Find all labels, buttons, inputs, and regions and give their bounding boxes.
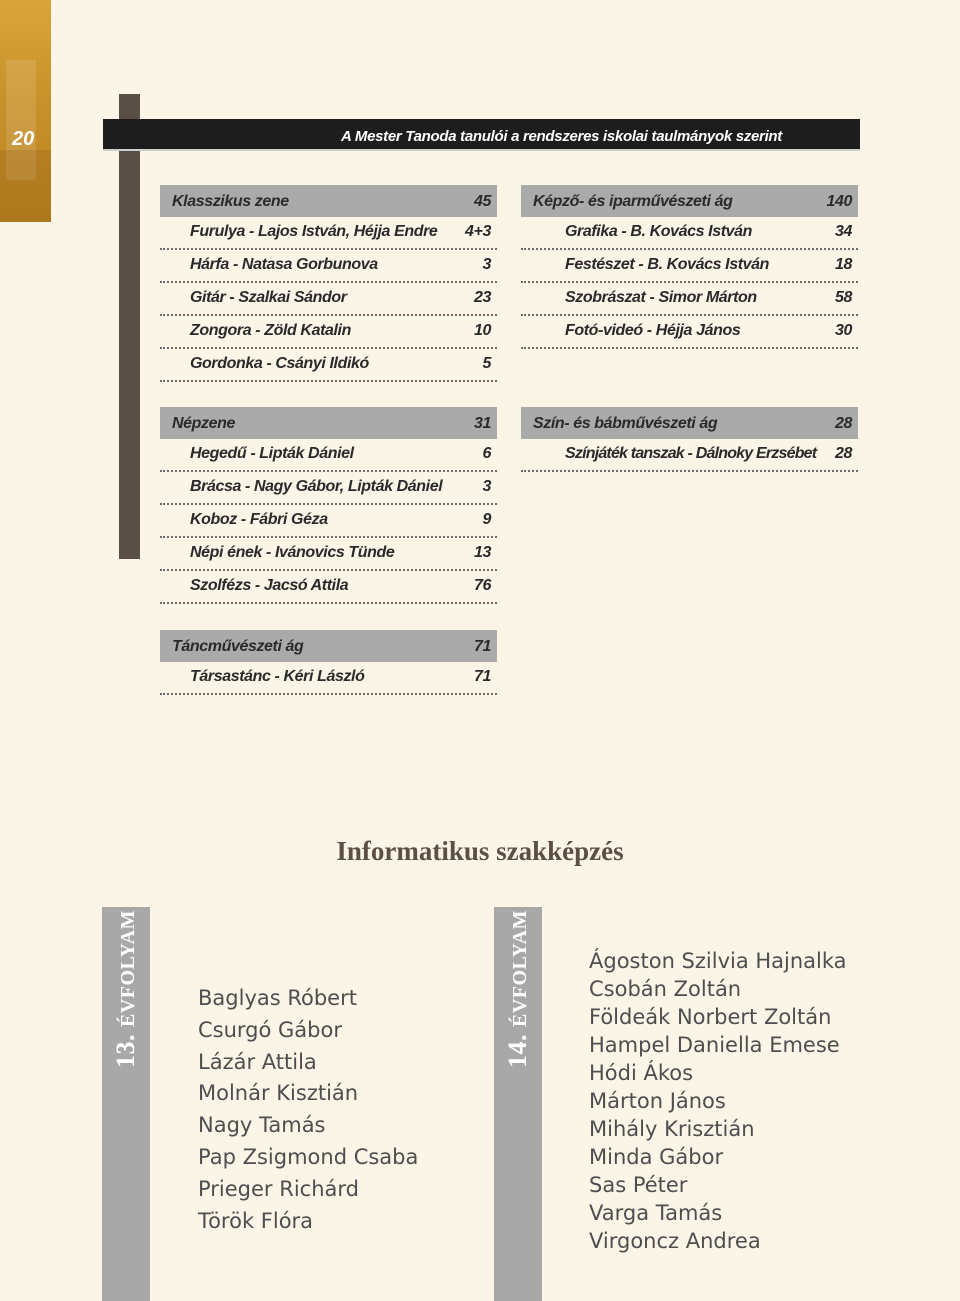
list-item [160,571,497,604]
item-count: 71 [474,668,491,685]
grade-14-bar [494,907,542,1301]
list-item [160,662,497,695]
item-count: 30 [835,322,852,339]
category-row [160,185,497,217]
item-count: 28 [835,445,852,462]
item-name: Fotó-videó - Héjja János [565,322,741,339]
student-name: Virgoncz Andrea [589,1229,761,1253]
section-classical [160,185,497,382]
item-name: Társastánc - Kéri László [190,668,365,685]
category-name: Szín- és bábművészeti ág [533,415,718,432]
category-row [160,630,497,662]
grade-word: ÉVFOLYAM [509,910,531,1027]
grade-number: 14. [503,1034,532,1068]
item-name: Grafika - B. Kovács István [565,223,753,240]
student-name: Márton János [589,1089,726,1113]
list-item [521,283,858,316]
grade-number: 13. [111,1034,140,1068]
side-bar [119,94,140,559]
student-name: Molnár Kisztián [198,1081,359,1106]
student-name: Mihály Krisztián [589,1117,755,1141]
corner-photo [0,0,51,222]
category-row [521,185,858,217]
category-name: Népzene [172,415,235,432]
student-name: Minda Gábor [589,1145,724,1169]
student-name: Prieger Richárd [198,1176,359,1201]
item-count: 13 [474,544,491,561]
list-item [521,217,858,250]
item-count: 9 [482,511,491,528]
list-item [160,472,497,505]
list-item [160,439,497,472]
student-name: Hódi Ákos [589,1061,694,1085]
header-title: A Mester Tanoda tanulói a rendszeres iskolai taulmányok szerint [341,128,782,145]
item-name: Festészet - B. Kovács István [565,256,769,273]
item-name: Zongora - Zöld Katalin [190,322,351,339]
section-theatre [521,407,858,472]
item-name: Gordonka - Csányi Ildikó [190,355,369,372]
item-name: Koboz - Fábri Géza [190,511,328,528]
category-row [160,407,497,439]
student-name: Sas Péter [589,1173,688,1197]
list-item [160,283,497,316]
section-dance [160,630,497,695]
list-item [160,250,497,283]
item-name: Brácsa - Nagy Gábor, Lipták Dániel [190,478,443,495]
item-count: 34 [835,223,852,240]
list-item [160,316,497,349]
category-total: 28 [835,415,852,432]
student-name: Csobán Zoltán [589,977,742,1001]
section-fine-arts [521,185,858,349]
student-name: Török Flóra [198,1208,314,1233]
list-item [521,439,858,472]
list-item [521,250,858,283]
item-count: 6 [482,445,491,462]
category-total: 45 [474,193,491,210]
student-name: Földeák Norbert Zoltán [589,1005,832,1029]
item-name: Szolfézs - Jacsó Attila [190,577,349,594]
student-name: Varga Tamás [589,1201,723,1225]
item-name: Furulya - Lajos István, Héjja Endre [190,223,438,240]
item-count: 18 [835,256,852,273]
grade-13-label [111,910,141,1068]
grade-14-student-list [589,947,847,1255]
item-count: 76 [474,577,491,594]
list-item [160,538,497,571]
grade-word: ÉVFOLYAM [117,910,139,1027]
item-count: 5 [482,355,491,372]
category-name: Képző- és iparművészeti ág [533,193,733,210]
grade-13-bar [102,907,150,1301]
item-count: 3 [482,478,491,495]
header-bar [103,119,860,149]
student-name: Lázár Attila [198,1049,317,1074]
item-count: 3 [482,256,491,273]
student-name: Hampel Daniella Emese [589,1033,840,1057]
item-count: 4+3 [465,223,491,240]
category-name: Klasszikus zene [172,193,289,210]
student-name: Nagy Tamás [198,1113,326,1138]
category-name: Táncművészeti ág [172,638,304,655]
item-name: Hárfa - Natasa Gorbunova [190,256,378,273]
student-name: Ágoston Szilvia Hajnalka [589,949,847,973]
item-count: 23 [474,289,491,306]
student-name: Baglyas Róbert [198,986,357,1010]
section-folk [160,407,497,604]
category-total: 140 [826,193,852,210]
page-number: 20 [12,128,35,150]
student-name: Pap Zsigmond Csaba [198,1144,419,1169]
list-item [521,316,858,349]
grade-14-label [503,910,533,1068]
section-title: Informatikus szakképzés [336,836,624,866]
list-item [160,505,497,538]
grade-13-student-list [198,983,418,1237]
item-name: Szobrászat - Simor Márton [565,289,757,306]
item-name: Népi ének - Ivánovics Tünde [190,544,395,561]
building-shadow [0,150,51,222]
category-total: 71 [474,638,491,655]
category-total: 31 [474,415,491,432]
list-item [160,349,497,382]
item-count: 10 [474,322,491,339]
item-name: Gitár - Szalkai Sándor [190,289,347,306]
item-count: 58 [835,289,852,306]
student-name: Csurgó Gábor [198,1017,342,1042]
list-item [160,217,497,250]
category-row [521,407,858,439]
item-name: Hegedű - Lipták Dániel [190,445,354,462]
item-name: Színjáték tanszak - Dálnoky Erzsébet [565,445,817,462]
